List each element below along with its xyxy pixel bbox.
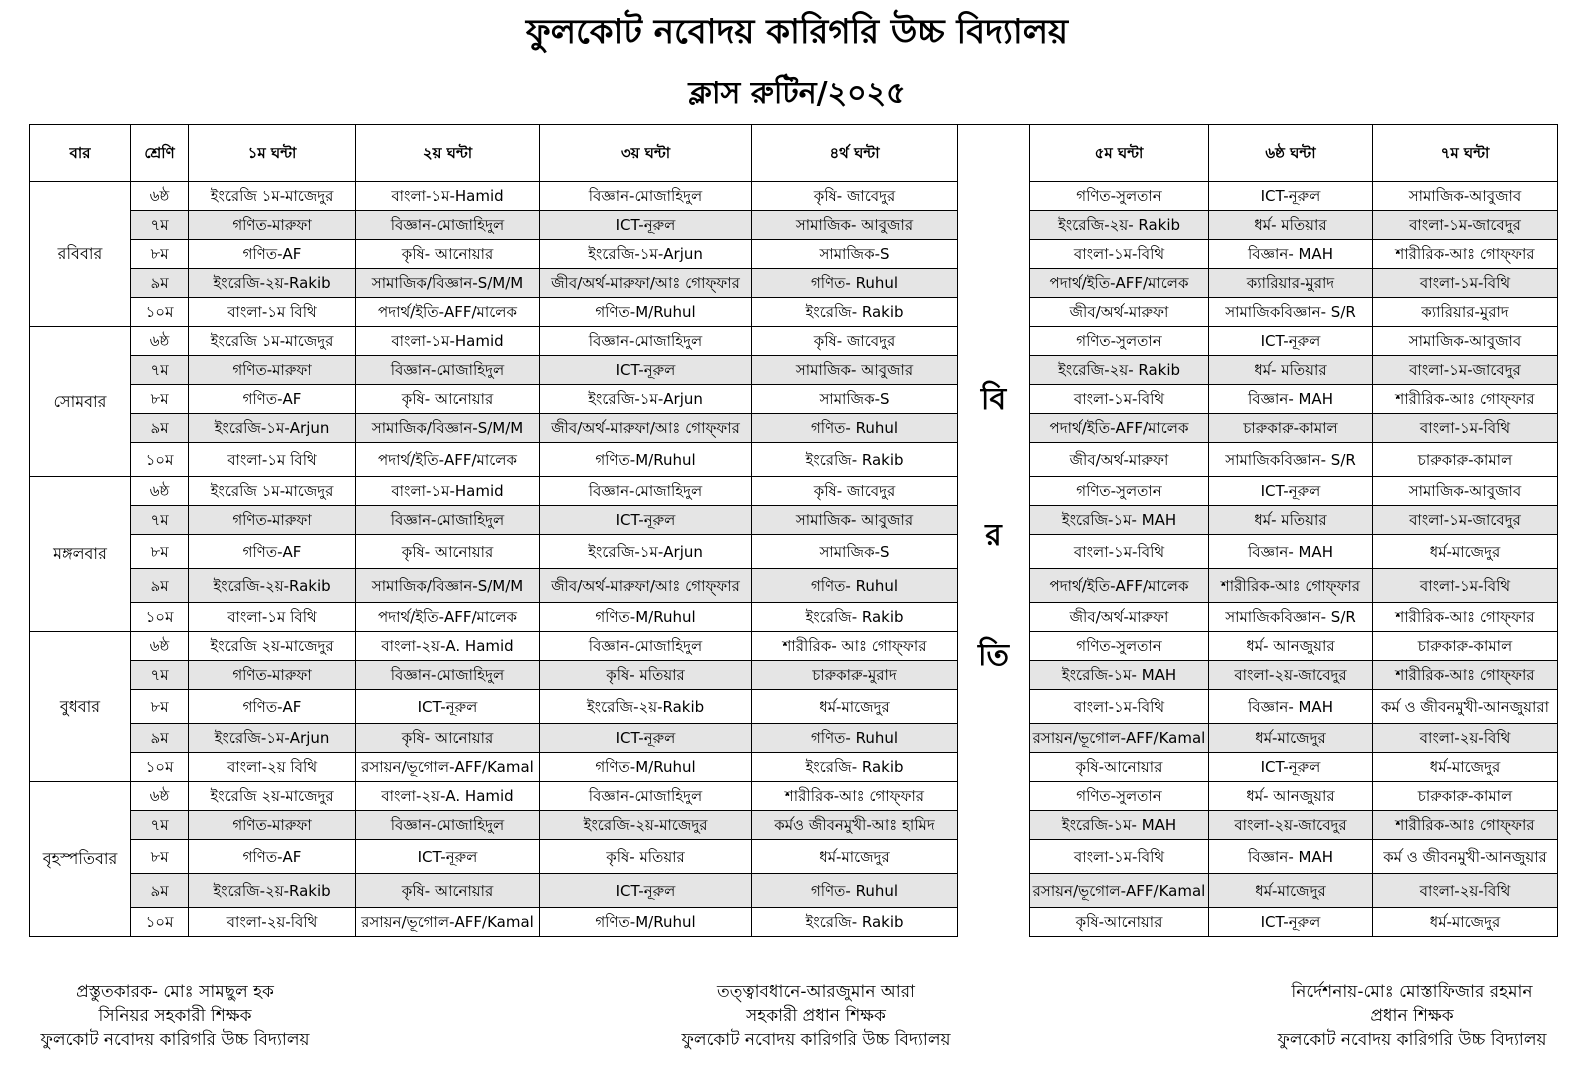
period-cell: কৃষি- জাবেদুর bbox=[752, 182, 958, 211]
period-cell: বাংলা-১ম-Hamid bbox=[356, 182, 540, 211]
period-cell: বিজ্ঞান- MAH bbox=[1209, 690, 1373, 724]
period-cell: সামাজিকবিজ্ঞান- S/R bbox=[1209, 443, 1373, 477]
period-cell: বাংলা-১ম বিথি bbox=[189, 603, 356, 632]
header-day: বার bbox=[30, 125, 131, 182]
table-row bbox=[30, 535, 1558, 569]
period-cell: বিজ্ঞান- MAH bbox=[1209, 240, 1373, 269]
table-header-row bbox=[30, 125, 1558, 182]
period-cell: চারুকারু-কামাল bbox=[1373, 782, 1558, 811]
period-cell: চারুকারু-কামাল bbox=[1373, 443, 1558, 477]
period-cell: বাংলা-২য়-A. Hamid bbox=[356, 632, 540, 661]
period-cell: বিজ্ঞান-মোজাহিদুল bbox=[540, 782, 752, 811]
class-cell: ১০ম bbox=[131, 603, 189, 632]
period-cell: ধর্ম-মাজেদুর bbox=[752, 690, 958, 724]
period-cell: কৃষি-আনোয়ার bbox=[1030, 908, 1209, 937]
period-cell: সামাজিক- আবুজার bbox=[752, 356, 958, 385]
header-break bbox=[958, 125, 1030, 182]
period-cell: ইংরেজি ১ম-মাজেদুর bbox=[189, 477, 356, 506]
period-cell: গণিত-M/Ruhul bbox=[540, 603, 752, 632]
period-cell: গণিত-M/Ruhul bbox=[540, 298, 752, 327]
class-cell: ৬ষ্ঠ bbox=[131, 782, 189, 811]
period-cell: ইংরেজি- Rakib bbox=[752, 908, 958, 937]
table-row bbox=[30, 414, 1558, 443]
footer-left-line-3: ফুলকোট নবোদয় কারিগরি উচ্চ বিদ্যালয় bbox=[40, 1030, 310, 1050]
period-cell: ইংরেজি ১ম-মাজেদুর bbox=[189, 182, 356, 211]
table-row bbox=[30, 182, 1558, 211]
period-cell: রসায়ন/ভূগোল-AFF/Kamal bbox=[356, 753, 540, 782]
period-cell: ধর্ম- মতিয়ার bbox=[1209, 356, 1373, 385]
break-label bbox=[960, 182, 1027, 937]
period-cell: বাংলা-১ম-বিথি bbox=[1373, 569, 1558, 603]
header-period-7: ৭ম ঘন্টা bbox=[1373, 125, 1558, 182]
period-cell: জীব/অর্থ-মারুফা bbox=[1030, 443, 1209, 477]
period-cell: বিজ্ঞান-মোজাহিদুল bbox=[356, 211, 540, 240]
period-cell: বাংলা-২য়-জাবেদুর bbox=[1209, 661, 1373, 690]
period-cell: কৃষি- আনোয়ার bbox=[356, 240, 540, 269]
period-cell: গণিত-মারুফা bbox=[189, 506, 356, 535]
table-row bbox=[30, 603, 1558, 632]
table-row bbox=[30, 782, 1558, 811]
period-cell: ধর্ম-মাজেদুর bbox=[1373, 753, 1558, 782]
header-class: শ্রেণি bbox=[131, 125, 189, 182]
period-cell: বাংলা-১ম-Hamid bbox=[356, 327, 540, 356]
period-cell: শারীরিক-আঃ গোফ্ফার bbox=[1373, 385, 1558, 414]
table-row bbox=[30, 269, 1558, 298]
class-cell: ৯ম bbox=[131, 414, 189, 443]
period-cell: রসায়ন/ভূগোল-AFF/Kamal bbox=[356, 908, 540, 937]
footer-center-line-1: তত্ত্বাবধানে-আরজুমান আরা bbox=[717, 982, 915, 1002]
break-label-char: তি bbox=[977, 637, 1010, 673]
table-row bbox=[30, 240, 1558, 269]
period-cell: ICT-নূরুল bbox=[356, 840, 540, 874]
day-name: সোমবার bbox=[30, 327, 131, 477]
class-cell: ৯ম bbox=[131, 269, 189, 298]
period-cell: বাংলা-১ম-জাবেদুর bbox=[1373, 211, 1558, 240]
period-cell: সামাজিকবিজ্ঞান- S/R bbox=[1209, 603, 1373, 632]
period-cell: বাংলা-১ম-জাবেদুর bbox=[1373, 356, 1558, 385]
period-cell: বিজ্ঞান- MAH bbox=[1209, 535, 1373, 569]
period-cell: বাংলা-১ম-Hamid bbox=[356, 477, 540, 506]
period-cell: ইংরেজি-১ম-Arjun bbox=[540, 385, 752, 414]
period-cell: পদার্থ/ইতি-AFF/মালেক bbox=[1030, 269, 1209, 298]
period-cell: ধর্ম- মতিয়ার bbox=[1209, 506, 1373, 535]
class-cell: ৭ম bbox=[131, 661, 189, 690]
table-row bbox=[30, 211, 1558, 240]
period-cell: গণিত-AF bbox=[189, 535, 356, 569]
footer-right-line-2: প্রধান শিক্ষক bbox=[1370, 1006, 1454, 1026]
footer-right-line-3: ফুলকোট নবোদয় কারিগরি উচ্চ বিদ্যালয় bbox=[1277, 1030, 1547, 1050]
period-cell: গণিত- Ruhul bbox=[752, 269, 958, 298]
footer-center-line-3: ফুলকোট নবোদয় কারিগরি উচ্চ বিদ্যালয় bbox=[681, 1030, 951, 1050]
period-cell: গণিত-M/Ruhul bbox=[540, 753, 752, 782]
footer-center-line-2: সহকারী প্রধান শিক্ষক bbox=[746, 1006, 886, 1026]
period-cell: সামাজিক-S bbox=[752, 535, 958, 569]
period-cell: গণিত-সুলতান bbox=[1030, 327, 1209, 356]
period-cell: গণিত-মারুফা bbox=[189, 811, 356, 840]
period-cell: ইংরেজি- Rakib bbox=[752, 753, 958, 782]
period-cell: শারীরিক-আঃ গোফ্ফার bbox=[1373, 240, 1558, 269]
period-cell: জীব/অর্থ-মারুফা/আঃ গোফ্ফার bbox=[540, 569, 752, 603]
class-cell: ৬ষ্ঠ bbox=[131, 327, 189, 356]
table-row bbox=[30, 811, 1558, 840]
period-cell: সামাজিক-আবুজাব bbox=[1373, 477, 1558, 506]
period-cell: গণিত-AF bbox=[189, 840, 356, 874]
class-cell: ৯ম bbox=[131, 724, 189, 753]
period-cell: বাংলা-১ম-বিথি bbox=[1030, 240, 1209, 269]
period-cell: ইংরেজি ১ম-মাজেদুর bbox=[189, 327, 356, 356]
table-row bbox=[30, 840, 1558, 874]
period-cell: গণিত-মারুফা bbox=[189, 211, 356, 240]
period-cell: সামাজিক/বিজ্ঞান-S/M/M bbox=[356, 414, 540, 443]
class-cell: ৯ম bbox=[131, 569, 189, 603]
period-cell: গণিত- Ruhul bbox=[752, 874, 958, 908]
period-cell: ইংরেজি-১ম- MAH bbox=[1030, 506, 1209, 535]
class-cell: ৭ম bbox=[131, 211, 189, 240]
period-cell: ICT-নূরুল bbox=[540, 874, 752, 908]
routine-subtitle: ক্লাস রুটিন/২০২৫ bbox=[688, 76, 906, 111]
table-row bbox=[30, 753, 1558, 782]
period-cell: বিজ্ঞান-মোজাহিদুল bbox=[356, 356, 540, 385]
period-cell: বাংলা-১ম-বিথি bbox=[1030, 840, 1209, 874]
class-cell: ৮ম bbox=[131, 535, 189, 569]
period-cell: বাংলা-২য়-জাবেদুর bbox=[1209, 811, 1373, 840]
class-cell: ১০ম bbox=[131, 298, 189, 327]
period-cell: গণিত- Ruhul bbox=[752, 569, 958, 603]
period-cell: গণিত-AF bbox=[189, 690, 356, 724]
period-cell: বিজ্ঞান-মোজাহিদুল bbox=[540, 327, 752, 356]
table-row bbox=[30, 477, 1558, 506]
table-row bbox=[30, 298, 1558, 327]
class-cell: ১০ম bbox=[131, 443, 189, 477]
break-column bbox=[958, 182, 1030, 937]
period-cell: পদার্থ/ইতি-AFF/মালেক bbox=[1030, 414, 1209, 443]
period-cell: কৃষি- আনোয়ার bbox=[356, 535, 540, 569]
period-cell: বাংলা-২য়-A. Hamid bbox=[356, 782, 540, 811]
period-cell: রসায়ন/ভূগোল-AFF/Kamal bbox=[1030, 874, 1209, 908]
period-cell: ধর্ম-মাজেদুর bbox=[1209, 874, 1373, 908]
period-cell: কৃষি-আনোয়ার bbox=[1030, 753, 1209, 782]
class-cell: ১০ম bbox=[131, 753, 189, 782]
period-cell: ইংরেজি-২য়- Rakib bbox=[1030, 356, 1209, 385]
period-cell: ইংরেজি-২য়-Rakib bbox=[189, 874, 356, 908]
header-period-6: ৬ষ্ঠ ঘন্টা bbox=[1209, 125, 1373, 182]
period-cell: রসায়ন/ভূগোল-AFF/Kamal bbox=[1030, 724, 1209, 753]
period-cell: বাংলা-১ম-বিথি bbox=[1030, 385, 1209, 414]
period-cell: সামাজিক- আবুজার bbox=[752, 211, 958, 240]
class-cell: ৯ম bbox=[131, 874, 189, 908]
period-cell: চারুকারু-কামাল bbox=[1373, 632, 1558, 661]
period-cell: শারীরিক-আঃ গোফ্ফার bbox=[1209, 569, 1373, 603]
period-cell: বাংলা-২য়-বিথি bbox=[1373, 724, 1558, 753]
period-cell: সামাজিক- আবুজার bbox=[752, 506, 958, 535]
period-cell: ধর্ম-মাজেদুর bbox=[1209, 724, 1373, 753]
footer-left-line-1: প্রস্তুতকারক- মোঃ সামছুল হক bbox=[76, 982, 274, 1002]
table-row bbox=[30, 385, 1558, 414]
period-cell: সামাজিক-আবুজাব bbox=[1373, 327, 1558, 356]
period-cell: গণিত- Ruhul bbox=[752, 724, 958, 753]
period-cell: বাংলা-১ম-বিথি bbox=[1030, 690, 1209, 724]
period-cell: গণিত-AF bbox=[189, 240, 356, 269]
period-cell: ধর্ম- আনজুয়ার bbox=[1209, 632, 1373, 661]
footer-left-line-2: সিনিয়র সহকারী শিক্ষক bbox=[98, 1006, 252, 1026]
period-cell: জীব/অর্থ-মারুফা bbox=[1030, 603, 1209, 632]
class-cell: ৭ম bbox=[131, 356, 189, 385]
period-cell: ICT-নূরুল bbox=[356, 690, 540, 724]
period-cell: গণিত-সুলতান bbox=[1030, 782, 1209, 811]
period-cell: ইংরেজি-১ম-Arjun bbox=[540, 535, 752, 569]
class-cell: ৭ম bbox=[131, 506, 189, 535]
day-name: রবিবার bbox=[30, 182, 131, 327]
period-cell: শারীরিক-আঃ গোফ্ফার bbox=[1373, 811, 1558, 840]
period-cell: কৃষি- মতিয়ার bbox=[540, 661, 752, 690]
header-period-1: ১ম ঘন্টা bbox=[189, 125, 356, 182]
class-cell: ৭ম bbox=[131, 811, 189, 840]
period-cell: ক্যারিয়ার-মুরাদ bbox=[1373, 298, 1558, 327]
header-period-3: ৩য় ঘন্টা bbox=[540, 125, 752, 182]
period-cell: বিজ্ঞান- MAH bbox=[1209, 840, 1373, 874]
footer-directed-by bbox=[1262, 980, 1562, 1052]
class-cell: ৬ষ্ঠ bbox=[131, 182, 189, 211]
class-cell: ১০ম bbox=[131, 908, 189, 937]
class-cell: ৮ম bbox=[131, 240, 189, 269]
period-cell: পদার্থ/ইতি-AFF/মালেক bbox=[356, 603, 540, 632]
school-title: ফুলকোট নবোদয় কারিগরি উচ্চ বিদ্যালয় bbox=[525, 12, 1069, 52]
period-cell: গণিত-সুলতান bbox=[1030, 182, 1209, 211]
table-row bbox=[30, 506, 1558, 535]
footer-supervised-by bbox=[666, 980, 966, 1052]
day-name: বুধবার bbox=[30, 632, 131, 782]
period-cell: বাংলা-১ম বিথি bbox=[189, 443, 356, 477]
period-cell: শারীরিক-আঃ গোফ্ফার bbox=[1373, 603, 1558, 632]
period-cell: শারীরিক-আঃ গোফ্ফার bbox=[752, 782, 958, 811]
period-cell: বিজ্ঞান-মোজাহিদুল bbox=[356, 506, 540, 535]
period-cell: সামাজিকবিজ্ঞান- S/R bbox=[1209, 298, 1373, 327]
period-cell: পদার্থ/ইতি-AFF/মালেক bbox=[1030, 569, 1209, 603]
period-cell: বিজ্ঞান-মোজাহিদুল bbox=[356, 661, 540, 690]
period-cell: ধর্ম- আনজুয়ার bbox=[1209, 782, 1373, 811]
period-cell: ধর্ম-মাজেদুর bbox=[1373, 908, 1558, 937]
class-cell: ৮ম bbox=[131, 840, 189, 874]
period-cell: ICT-নূরুল bbox=[1209, 753, 1373, 782]
day-name: বৃহস্পতিবার bbox=[30, 782, 131, 937]
period-cell: সামাজিক-S bbox=[752, 385, 958, 414]
day-name: মঙ্গলবার bbox=[30, 477, 131, 632]
period-cell: ইংরেজি-২য়-Rakib bbox=[540, 690, 752, 724]
class-cell: ৬ষ্ঠ bbox=[131, 632, 189, 661]
table-row bbox=[30, 908, 1558, 937]
period-cell: সামাজিক/বিজ্ঞান-S/M/M bbox=[356, 269, 540, 298]
period-cell: ইংরেজি ২য়-মাজেদুর bbox=[189, 632, 356, 661]
period-cell: ICT-নূরুল bbox=[540, 211, 752, 240]
break-label-char: র bbox=[985, 517, 1002, 553]
period-cell: ইংরেজি-১ম- MAH bbox=[1030, 811, 1209, 840]
period-cell: চারুকারু-কামাল bbox=[1209, 414, 1373, 443]
period-cell: কৃষি- মতিয়ার bbox=[540, 840, 752, 874]
period-cell: শারীরিক- আঃ গোফ্ফার bbox=[752, 632, 958, 661]
header-period-5: ৫ম ঘন্টা bbox=[1030, 125, 1209, 182]
period-cell: বিজ্ঞান- MAH bbox=[1209, 385, 1373, 414]
class-cell: ৮ম bbox=[131, 690, 189, 724]
period-cell: গণিত-মারুফা bbox=[189, 661, 356, 690]
period-cell: ইংরেজি-২য়-মাজেদুর bbox=[540, 811, 752, 840]
period-cell: ইংরেজি ২য়-মাজেদুর bbox=[189, 782, 356, 811]
period-cell: কৃষি- আনোয়ার bbox=[356, 724, 540, 753]
period-cell: কৃষি- আনোয়ার bbox=[356, 385, 540, 414]
period-cell: বাংলা-১ম-বিথি bbox=[1373, 269, 1558, 298]
period-cell: ধর্ম-মাজেদুর bbox=[752, 840, 958, 874]
period-cell: পদার্থ/ইতি-AFF/মালেক bbox=[356, 298, 540, 327]
period-cell: ধর্ম- মতিয়ার bbox=[1209, 211, 1373, 240]
table-row bbox=[30, 356, 1558, 385]
period-cell: ইংরেজি- Rakib bbox=[752, 298, 958, 327]
period-cell: ইংরেজি-১ম-Arjun bbox=[540, 240, 752, 269]
period-cell: ICT-নূরুল bbox=[540, 724, 752, 753]
footer-prepared-by bbox=[40, 980, 310, 1052]
class-cell: ৬ষ্ঠ bbox=[131, 477, 189, 506]
table-row bbox=[30, 724, 1558, 753]
period-cell: বাংলা-১ম-বিথি bbox=[1030, 535, 1209, 569]
period-cell: কৃষি- জাবেদুর bbox=[752, 477, 958, 506]
period-cell: বাংলা-১ম বিথি bbox=[189, 298, 356, 327]
period-cell: গণিত-সুলতান bbox=[1030, 477, 1209, 506]
table-row bbox=[30, 690, 1558, 724]
period-cell: কৃষি- আনোয়ার bbox=[356, 874, 540, 908]
period-cell: কর্ম ও জীবনমুখী-আনজুয়ারা bbox=[1373, 690, 1558, 724]
period-cell: গণিত-M/Ruhul bbox=[540, 908, 752, 937]
period-cell: বিজ্ঞান-মোজাহিদুল bbox=[540, 182, 752, 211]
period-cell: ICT-নূরুল bbox=[1209, 477, 1373, 506]
period-cell: ইংরেজি-১ম-Arjun bbox=[189, 724, 356, 753]
period-cell: বিজ্ঞান-মোজাহিদুল bbox=[540, 477, 752, 506]
period-cell: ধর্ম-মাজেদুর bbox=[1373, 535, 1558, 569]
table-row bbox=[30, 569, 1558, 603]
class-routine-table bbox=[29, 124, 1558, 937]
period-cell: ICT-নূরুল bbox=[1209, 908, 1373, 937]
period-cell: বাংলা-২য় বিথি bbox=[189, 753, 356, 782]
period-cell: গণিত-AF bbox=[189, 385, 356, 414]
table-row bbox=[30, 632, 1558, 661]
header-period-2: ২য় ঘন্টা bbox=[356, 125, 540, 182]
table-row bbox=[30, 661, 1558, 690]
period-cell: বাংলা-২য়-বিথি bbox=[189, 908, 356, 937]
period-cell: জীব/অর্থ-মারুফা/আঃ গোফ্ফার bbox=[540, 414, 752, 443]
period-cell: ইংরেজি- Rakib bbox=[752, 443, 958, 477]
period-cell: গণিত-মারুফা bbox=[189, 356, 356, 385]
routine-body bbox=[30, 182, 1558, 937]
table-row bbox=[30, 443, 1558, 477]
table-row bbox=[30, 327, 1558, 356]
period-cell: কর্ম ও জীবনমুখী-আনজুয়ার bbox=[1373, 840, 1558, 874]
period-cell: গণিত-সুলতান bbox=[1030, 632, 1209, 661]
period-cell: ইংরেজি- Rakib bbox=[752, 603, 958, 632]
period-cell: কর্মও জীবনমুখী-আঃ হামিদ bbox=[752, 811, 958, 840]
period-cell: ICT-নূরুল bbox=[1209, 327, 1373, 356]
period-cell: জীব/অর্থ-মারুফা bbox=[1030, 298, 1209, 327]
period-cell: ICT-নূরুল bbox=[1209, 182, 1373, 211]
period-cell: ইংরেজি-২য়- Rakib bbox=[1030, 211, 1209, 240]
header-period-4: ৪র্থ ঘন্টা bbox=[752, 125, 958, 182]
period-cell: গণিত-M/Ruhul bbox=[540, 443, 752, 477]
period-cell: ICT-নূরুল bbox=[540, 506, 752, 535]
period-cell: পদার্থ/ইতি-AFF/মালেক bbox=[356, 443, 540, 477]
period-cell: বাংলা-২য়-বিথি bbox=[1373, 874, 1558, 908]
period-cell: বাংলা-১ম-বিথি bbox=[1373, 414, 1558, 443]
break-label-char: বি bbox=[980, 381, 1007, 417]
period-cell: সামাজিক/বিজ্ঞান-S/M/M bbox=[356, 569, 540, 603]
period-cell: সামাজিক-আবুজাব bbox=[1373, 182, 1558, 211]
period-cell: বিজ্ঞান-মোজাহিদুল bbox=[540, 632, 752, 661]
table-row bbox=[30, 874, 1558, 908]
period-cell: শারীরিক-আঃ গোফ্ফার bbox=[1373, 661, 1558, 690]
period-cell: ক্যারিয়ার-মুরাদ bbox=[1209, 269, 1373, 298]
period-cell: বিজ্ঞান-মোজাহিদুল bbox=[356, 811, 540, 840]
period-cell: চারুকারু-মুরাদ bbox=[752, 661, 958, 690]
period-cell: কৃষি- জাবেদুর bbox=[752, 327, 958, 356]
period-cell: বাংলা-১ম-জাবেদুর bbox=[1373, 506, 1558, 535]
period-cell: ইংরেজি-১ম-Arjun bbox=[189, 414, 356, 443]
period-cell: গণিত- Ruhul bbox=[752, 414, 958, 443]
period-cell: সামাজিক-S bbox=[752, 240, 958, 269]
period-cell: ICT-নূরুল bbox=[540, 356, 752, 385]
class-cell: ৮ম bbox=[131, 385, 189, 414]
period-cell: ইংরেজি-১ম- MAH bbox=[1030, 661, 1209, 690]
footer-right-line-1: নির্দেশনায়-মোঃ মোস্তাফিজার রহমান bbox=[1291, 982, 1533, 1002]
period-cell: জীব/অর্থ-মারুফা/আঃ গোফ্ফার bbox=[540, 269, 752, 298]
period-cell: ইংরেজি-২য়-Rakib bbox=[189, 569, 356, 603]
period-cell: ইংরেজি-২য়-Rakib bbox=[189, 269, 356, 298]
